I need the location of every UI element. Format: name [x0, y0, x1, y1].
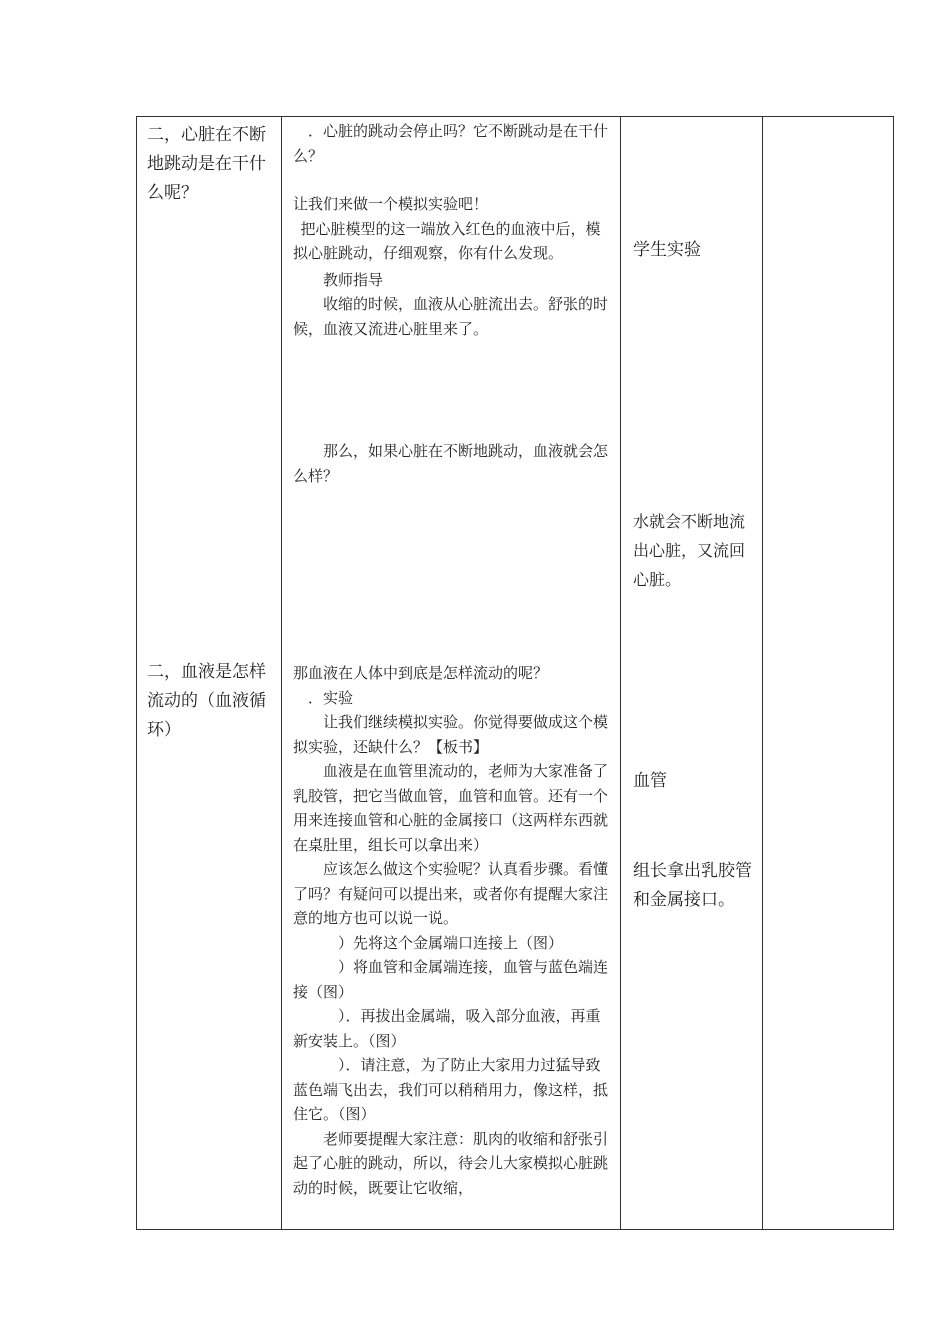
column-divider — [620, 117, 621, 1229]
teacher-text: ．心脏的跳动会停止吗？它不断跳动是在干什么？ — [293, 122, 609, 165]
teacher-text: 血液是在血管里流动的，老师为大家准备了乳胶管，把它当做血管，血管和血管。还有一个用来连接血管和心脏的金属接口（这两样东西就在桌肚里，组长可以拿出来） — [293, 762, 609, 854]
teacher-text: 那血液在人体中到底是怎样流动的呢？ — [293, 664, 549, 682]
heading-heart-beating: 二，心脏在不断地跳动是在干什么呢？ — [147, 125, 266, 203]
student-cell — [633, 857, 757, 915]
teacher-text: 应该怎么做这个实验呢？认真看步骤。看懂了吗？有疑问可以提出来，或者你有提醒大家注意的地方也可以说一说。 — [293, 860, 609, 927]
student-text: 学生实验 — [633, 240, 701, 260]
teacher-cell-top — [293, 119, 615, 341]
teacher-text: 老师要提醒大家注意：肌肉的收缩和舒张引起了心脏的跳动，所以，待会儿大家模拟心脏跳动的时候，既要让它收缩， — [293, 1129, 609, 1197]
teacher-text: 收缩的时候，血液从心脏流出去。舒张的时候，血液又流进心脏里来了。 — [293, 295, 609, 338]
student-cell — [633, 236, 757, 265]
stage-cell-blood — [147, 658, 269, 745]
teacher-cell-bottom — [293, 661, 615, 1200]
teacher-text: 那么，如果心脏在不断地跳动，血液就会怎么样？ — [293, 442, 609, 485]
teacher-text: 让我们来做一个模拟实验吧！ — [293, 195, 489, 213]
column-divider — [281, 117, 282, 1229]
teacher-cell-question — [293, 439, 615, 488]
student-cell — [633, 767, 757, 796]
teacher-text: 让我们继续模拟实验。你觉得要做成这个模拟实验，还缺什么？【板书】 — [293, 713, 609, 756]
stage-cell-heart — [147, 121, 269, 208]
heading-blood-flow: 二，血液是怎样流动的（血液循环） — [147, 662, 266, 740]
teacher-step: ）将血管和金属端连接，血管与蓝色端连接（图） — [293, 958, 609, 1001]
student-cell — [633, 507, 757, 594]
column-divider — [762, 117, 763, 1229]
student-text: 水就会不断地流出心脏，又流回心脏。 — [633, 512, 746, 589]
teacher-text: 把心脏模型的这一端放入红色的血液中后，模拟心脏跳动，仔细观察，你有什么发现。 — [293, 219, 601, 262]
student-text: 组长拿出乳胶管和金属接口。 — [633, 861, 752, 910]
teacher-step: ）．再拔出金属端，吸入部分血液，再重新安装上。（图） — [293, 1007, 601, 1050]
teacher-text: 教师指导 — [323, 270, 384, 289]
teacher-text: ．实验 — [308, 688, 354, 707]
teacher-step: ）先将这个金属端口连接上（图） — [338, 933, 564, 952]
teacher-step: ）．请注意，为了防止大家用力过猛导致蓝色端飞出去，我们可以稍稍用力，像这样，抵住它。（图） — [293, 1056, 609, 1123]
student-text: 血管 — [633, 771, 667, 791]
lesson-plan-table — [136, 116, 894, 1230]
